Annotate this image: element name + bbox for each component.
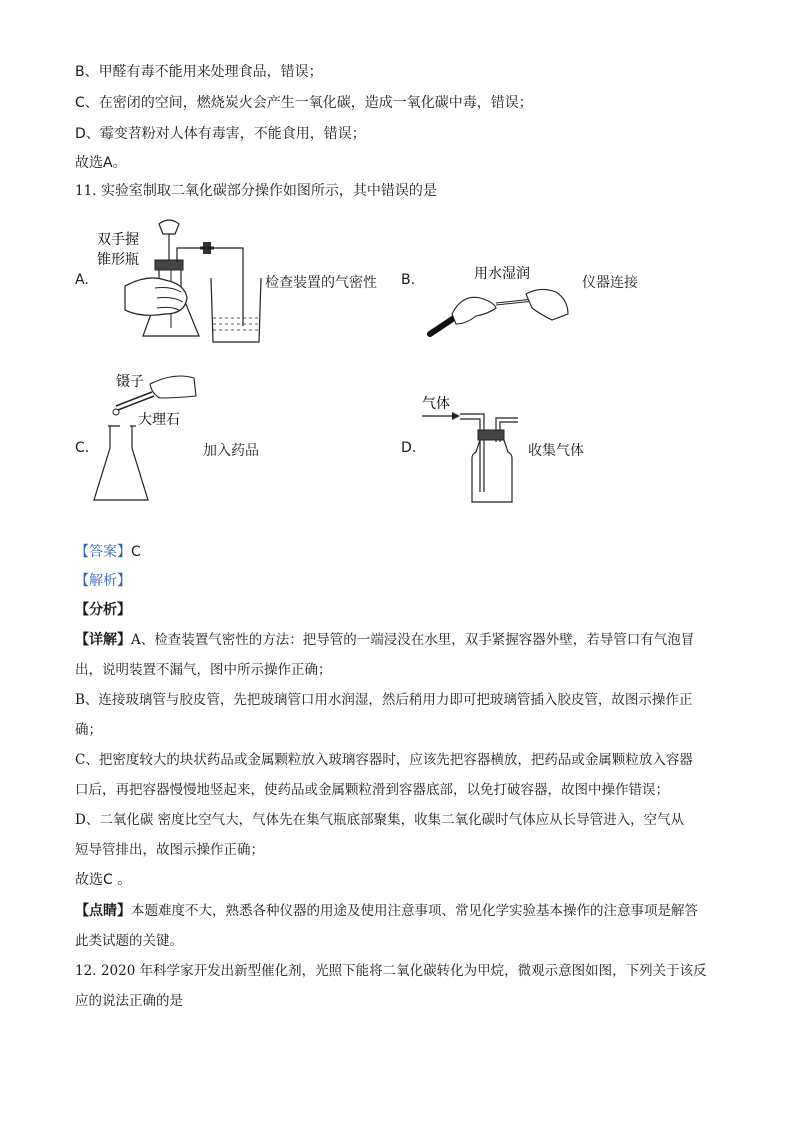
q12-stem-line-2: 应的说法正确的是 [75, 993, 183, 1009]
detail-b-line-1: B、连接玻璃管与胶皮管，先把玻璃管口用水润湿，然后稍用力即可把玻璃管插入胶皮管，故图示操作正 [75, 692, 693, 708]
fig-b-label: 用水湿润 [474, 266, 530, 282]
prev-choice: 故选A。 [75, 155, 127, 171]
option-c-caption: 加入药品 [203, 443, 259, 459]
detail-c-line-1: C、把密度较大的块状药品或金属颗粒放入玻璃容器时，应该先把容器横放，把药品或金属颗粒放入容器 [75, 752, 693, 768]
comment-tag: 【点睛】 [75, 903, 131, 919]
figure-add-reagent [90, 370, 200, 506]
detail-tag: 【详解】 [75, 632, 131, 648]
fenxi-tag: 【分析】 [75, 602, 131, 618]
detail-b-line-2: 确； [75, 722, 102, 738]
option-b-caption: 仪器连接 [582, 275, 638, 291]
fig-c-label-1: 镊子 [116, 374, 144, 390]
comment-line-2: 此类试题的关键。 [75, 933, 183, 949]
fig-a-label-1: 双手握 [97, 232, 139, 248]
q12-number: 12. [75, 963, 97, 979]
answer-value: C [131, 544, 141, 560]
q11-stem-text: 实验室制取二氧化碳部分操作如图所示，其中错误的是 [100, 183, 437, 199]
option-d-caption: 收集气体 [528, 443, 584, 459]
option-b-letter: B. [401, 272, 416, 288]
q12-stem-text-1: 2020 年科学家开发出新型催化剂，光照下能将二氧化碳转化为甲烷，微观示意图如图，下列关于该反 [100, 963, 707, 979]
comment-text-1: 本题难度不大，熟悉各种仪器的用途及使用注意事项、常见化学实验基本操作的注意事项是解答 [131, 903, 698, 919]
option-d-letter: D. [401, 440, 417, 456]
detail-c-line-2: 口后，再把容器慢慢地竖起来，使药品或金属颗粒滑到容器底部，以免打破容器，故图中操作错误； [75, 782, 669, 798]
prev-option-c: C、在密闭的空间，燃烧炭火会产生一氧化碳，造成一氧化碳中毒，错误； [75, 95, 533, 111]
comment-line-1 [75, 901, 698, 921]
answer-line [75, 542, 141, 562]
detail-a-line-1 [75, 630, 694, 650]
option-a-caption: 检查装置的气密性 [265, 275, 377, 291]
prev-option-d: D、霉变苕粉对人体有毒害，不能食用，错误； [75, 126, 366, 142]
option-a-letter: A. [75, 272, 89, 288]
figure-gas-collection [420, 392, 530, 506]
detail-a-line-2: 出，说明装置不漏气，图中所示操作正确； [75, 662, 332, 678]
fig-d-label: 气体 [422, 396, 450, 412]
figure-airtightness-check [95, 214, 265, 346]
q11-stem [75, 181, 437, 201]
answer-tag: 【答案】 [75, 544, 131, 560]
q12-stem-line-1 [75, 961, 707, 981]
detail-d-line-2: 短导管排出，故图示操作正确； [75, 842, 264, 858]
fig-c-label-2: 大理石 [138, 412, 180, 428]
figure-instrument-connection [422, 258, 572, 338]
q11-choice: 故选C 。 [75, 872, 132, 888]
q11-number: 11. [75, 183, 97, 199]
prev-option-b: B、甲醛有毒不能用来处理食品，错误； [75, 64, 323, 80]
option-c-letter: C. [75, 440, 90, 456]
analysis-tag: 【解析】 [75, 573, 131, 589]
fig-a-label-2: 锥形瓶 [97, 252, 139, 268]
detail-a-text-1: A、检查装置气密性的方法：把导管的一端浸没在水里，双手紧握容器外壁，若导管口有气泡冒 [131, 632, 695, 648]
detail-d-line-1: D、二氧化碳 密度比空气大，气体先在集气瓶底部聚集，收集二氧化碳时气体应从长导管进入，空气从 [75, 812, 685, 828]
